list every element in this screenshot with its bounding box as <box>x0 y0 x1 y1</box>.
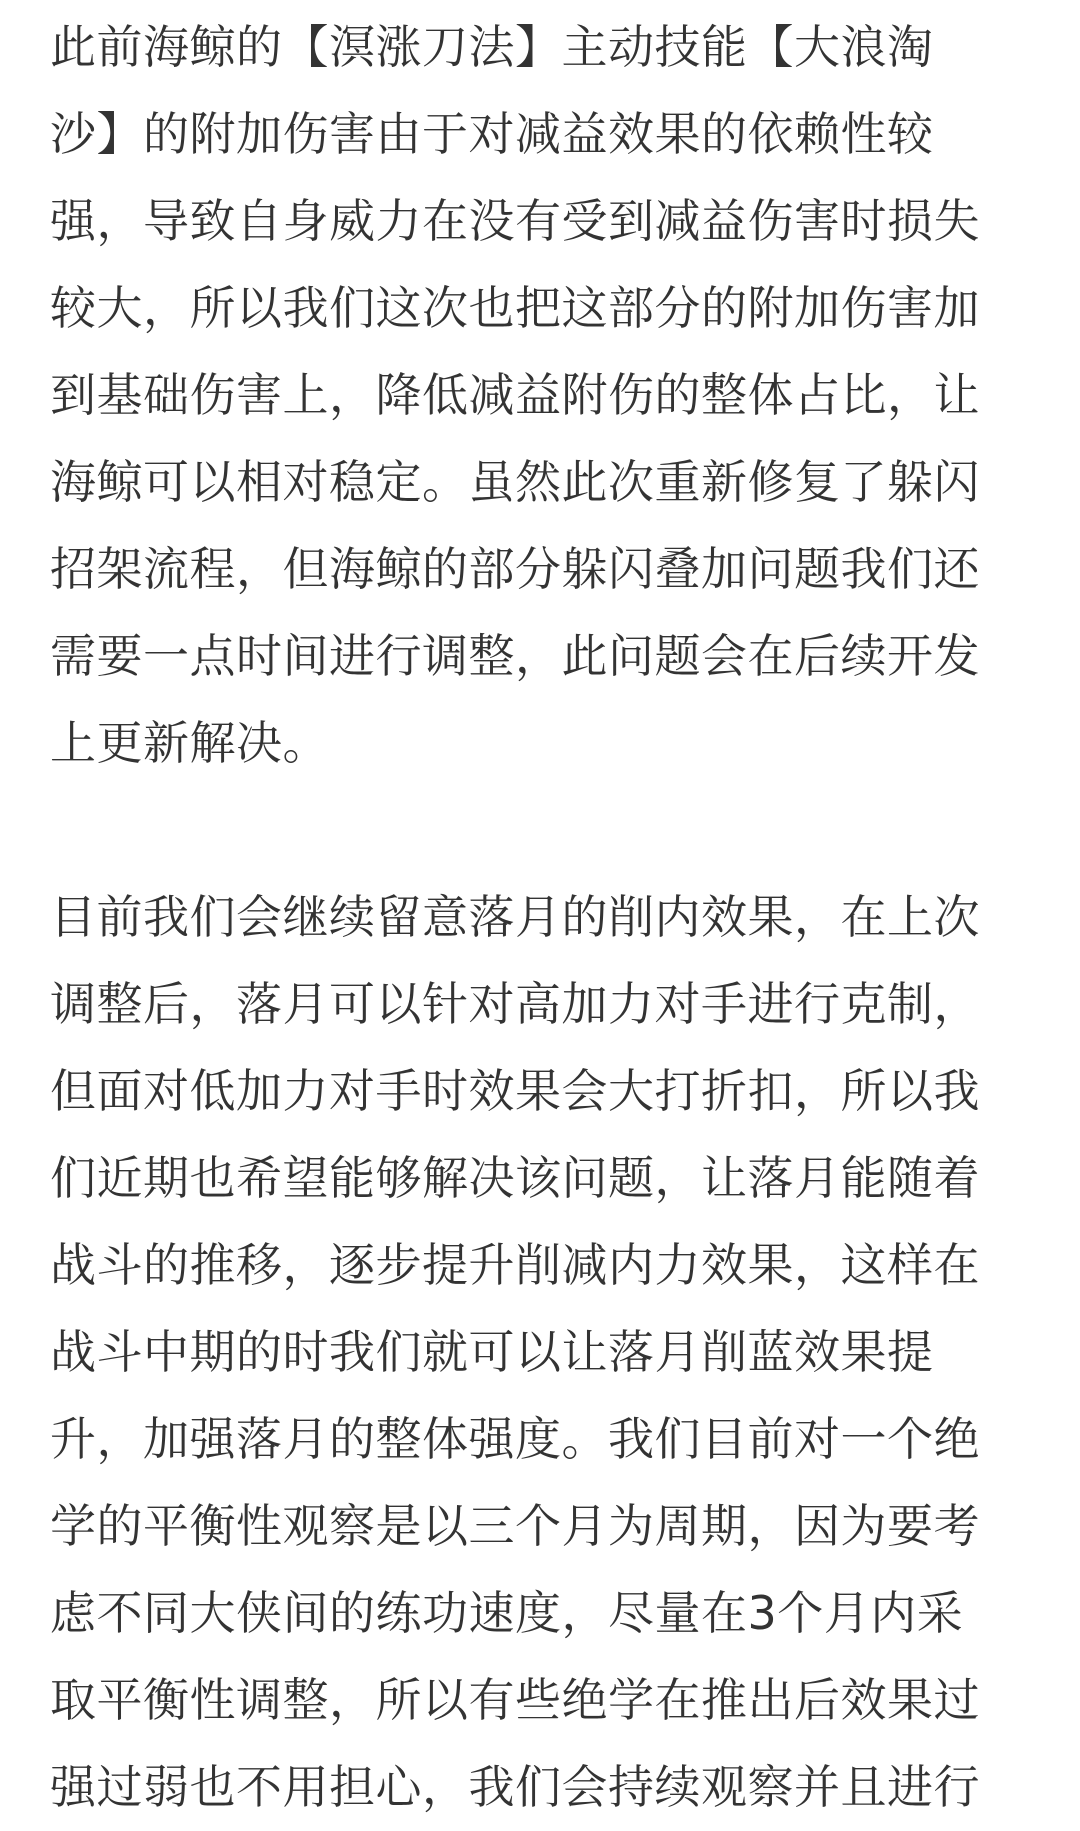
text-line: 目前我们会继续留意落月的削内效果，在上次 <box>50 890 980 944</box>
text-line: 此前海鲸的【溟涨刀法】主动技能【大浪淘 <box>50 20 934 74</box>
article-body <box>50 4 1060 1831</box>
text-line: 招架流程，但海鲸的部分躲闪叠加问题我们还 <box>50 542 980 596</box>
paragraph-luoyue <box>50 874 1060 1831</box>
text-line: 学的平衡性观察是以三个月为周期，因为要考 <box>50 1499 980 1553</box>
text-line: 海鲸可以相对稳定。虽然此次重新修复了躲闪 <box>50 455 980 509</box>
text-line: 沙】的附加伤害由于对减益效果的依赖性较 <box>50 107 934 161</box>
paragraph-spacer <box>50 787 1060 874</box>
text-line: 强，导致自身威力在没有受到减益伤害时损失 <box>50 194 980 248</box>
text-line: 战斗中期的时我们就可以让落月削蓝效果提 <box>50 1325 934 1379</box>
text-line: 们近期也希望能够解决该问题，让落月能随着 <box>50 1151 980 1205</box>
text-line: 战斗的推移，逐步提升削减内力效果，这样在 <box>50 1238 980 1292</box>
text-line: 但面对低加力对手时效果会大打折扣，所以我 <box>50 1064 980 1118</box>
text-line: 上更新解决。 <box>50 716 329 770</box>
text-line: 虑不同大侠间的练功速度，尽量在3个月内采 <box>50 1586 964 1640</box>
text-line: 较大，所以我们这次也把这部分的附加伤害加 <box>50 281 980 335</box>
text-line: 强过弱也不用担心，我们会持续观察并且进行 <box>50 1760 980 1814</box>
text-line: 调整后，落月可以针对高加力对手进行克制， <box>50 977 980 1031</box>
text-line: 取平衡性调整，所以有些绝学在推出后效果过 <box>50 1673 980 1727</box>
text-line: 到基础伤害上，降低减益附伤的整体占比，让 <box>50 368 980 422</box>
text-line: 升，加强落月的整体强度。我们目前对一个绝 <box>50 1412 980 1466</box>
paragraph-haijing <box>50 4 1060 787</box>
text-line: 需要一点时间进行调整，此问题会在后续开发 <box>50 629 980 683</box>
